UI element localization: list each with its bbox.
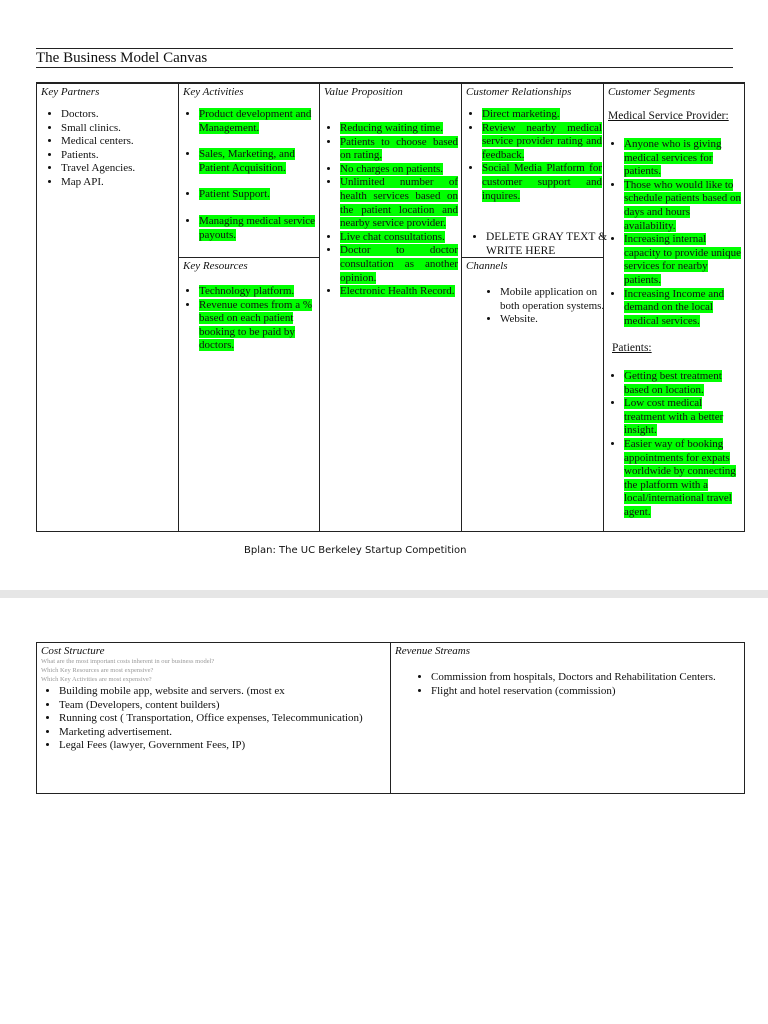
list-item: • Map API.	[61, 176, 186, 190]
customer-segments-heading: Customer Segments	[608, 86, 696, 98]
key-activities-cell	[178, 82, 320, 258]
patients-list	[606, 370, 742, 520]
list-item: • Low cost medical treatment with a better insight.	[624, 397, 742, 438]
channels-heading: Channels	[466, 260, 508, 272]
list-item: • Reducing waiting time.	[340, 122, 458, 136]
list-item: • Anyone who is giving medical services for patients.	[624, 138, 742, 179]
key-partners-cell	[36, 82, 179, 532]
list-item: • Running cost ( Transportation, Office expenses, Telecommunication)	[59, 712, 404, 726]
value-proposition-list	[322, 122, 458, 299]
canvas-page-2	[0, 598, 768, 1024]
list-item: • No charges on patients.	[340, 163, 458, 177]
list-item: • Doctor to doctor consultation as another opinion.	[340, 244, 458, 285]
customer-segments-cell	[603, 82, 745, 532]
key-resources-cell	[178, 257, 320, 532]
list-item: • Getting best treatment based on location.	[624, 370, 742, 397]
list-item: • Doctors.	[61, 108, 186, 122]
cost-structure-list	[41, 685, 404, 753]
list-item: • Technology platform.	[199, 285, 319, 299]
list-item: • Sales, Marketing, and Patient Acquisition.	[199, 148, 321, 175]
page-title: The Business Model Canvas	[36, 50, 208, 66]
hint-text: Which Key Resources are most expensive?	[41, 666, 154, 674]
key-partners-heading: Key Partners	[41, 86, 100, 98]
list-item: • Managing medical service payouts.	[199, 215, 321, 242]
list-item: • Live chat consultations.	[340, 231, 458, 245]
key-resources-list	[181, 285, 319, 353]
key-resources-heading: Key Resources	[183, 260, 248, 272]
list-item: • Patients to choose based on rating.	[340, 136, 458, 163]
channels-cell	[461, 257, 604, 532]
medical-provider-list	[606, 138, 742, 328]
list-item: • Flight and hotel reservation (commission)	[431, 685, 761, 699]
title-rule-top	[36, 48, 733, 49]
hint-text: What are the most important costs inherent in our business model?	[41, 658, 215, 665]
title-rule-bottom	[36, 67, 733, 68]
list-item: • Team (Developers, content builders)	[59, 699, 404, 713]
list-item: • Product development and Management.	[199, 108, 321, 135]
medical-provider-subheading: Medical Service Provider:	[608, 110, 729, 122]
cost-structure-cell	[36, 642, 391, 794]
list-item: • Those who would like to schedule patients based on days and hours availability.	[624, 179, 742, 233]
key-activities-list	[181, 108, 321, 242]
value-proposition-cell	[319, 82, 462, 532]
value-proposition-heading: Value Proposition	[324, 86, 403, 98]
list-item: • Increasing Income and demand on the local medical services.	[624, 288, 742, 329]
key-activities-heading: Key Activities	[183, 86, 244, 98]
customer-relationships-cell	[461, 82, 608, 258]
cost-structure-notes	[41, 658, 381, 684]
list-item: • Increasing internal capacity to provide unique services for nearby patients.	[624, 233, 742, 287]
patients-subheading: Patients:	[612, 342, 652, 354]
revenue-streams-list	[413, 671, 761, 698]
customer-relationships-list	[464, 108, 602, 203]
list-item: • Unlimited number of health services based on the patient location and nearby service provider.	[340, 176, 458, 230]
revenue-streams-heading: Revenue Streams	[395, 645, 471, 657]
list-item: • Small clinics.	[61, 122, 186, 136]
customer-relationships-heading: Customer Relationships	[466, 86, 572, 98]
list-item: • Direct marketing.	[482, 108, 602, 122]
customer-relationships-extra-list	[468, 231, 616, 258]
list-item: • Easier way of booking appointments for expats worldwide by connecting the platform with a local/international travel agent.	[624, 438, 742, 520]
list-item: • Medical centers.	[61, 135, 186, 149]
list-item: • Patient Support.	[199, 188, 321, 202]
hint-text: Which Key Activities are most expensive?	[41, 675, 152, 683]
list-item: • Marketing advertisement.	[59, 726, 404, 740]
list-item: • Building mobile app, website and servers. (most ex	[59, 685, 404, 699]
footer-caption: Bplan: The UC Berkeley Startup Competition	[244, 545, 467, 556]
list-item: • Website.	[500, 313, 608, 327]
list-item: • Review nearby medical service provider rating and feedback.	[482, 122, 602, 163]
revenue-streams-cell	[390, 642, 745, 794]
list-item: • Travel Agencies.	[61, 162, 186, 176]
list-item: • Electronic Health Record.	[340, 285, 458, 299]
list-item: • Patients.	[61, 149, 186, 163]
list-item: • Legal Fees (lawyer, Government Fees, IP)	[59, 739, 404, 753]
list-item: • Social Media Platform for customer support and inquires.	[482, 162, 602, 203]
list-item: • Commission from hospitals, Doctors and Rehabilitation Centers.	[431, 671, 761, 685]
list-item: • Revenue comes from a % based on each patient booking to be paid by doctors.	[199, 299, 319, 353]
channels-list	[482, 286, 608, 327]
key-partners-list	[43, 108, 186, 190]
list-item: • DELETE GRAY TEXT & WRITE HERE	[486, 231, 616, 258]
list-item: • Mobile application on both operation systems.	[500, 286, 608, 313]
cost-structure-heading: Cost Structure	[41, 645, 105, 657]
